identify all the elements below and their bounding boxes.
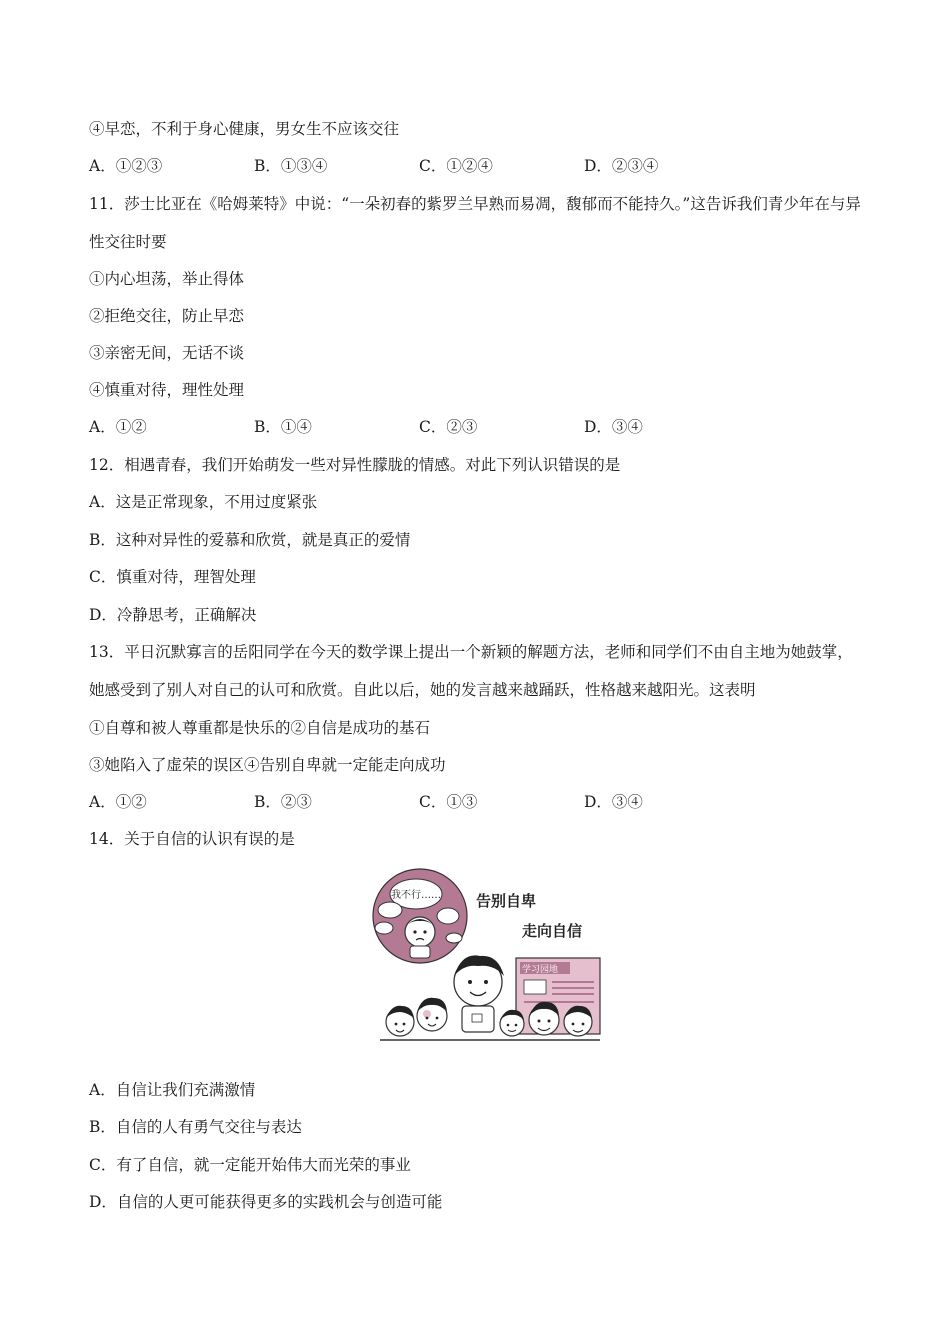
self-confidence-illustration: [372, 864, 608, 1050]
q14-option-a: A．自信让我们充满激情: [89, 1081, 256, 1099]
q10-option-c: C．①②④: [419, 157, 493, 175]
q10-option-d: D．②③④: [584, 157, 659, 175]
q11-option-b: B．①④: [254, 418, 312, 436]
q10-option-a: A．①②③: [89, 157, 163, 175]
q13-item-2: ③她陷入了虚荣的误区④告别自卑就一定能走向成功: [89, 756, 446, 774]
q12-stem: 12．相遇青春，我们开始萌发一些对异性朦胧的情感。对此下列认识错误的是: [89, 456, 621, 474]
q11-item-4: ④慎重对待，理性处理: [89, 381, 245, 399]
bulletin-board-title: 学习园地: [522, 965, 559, 975]
q11-option-d: D．③④: [584, 418, 643, 436]
q14-option-d: D．自信的人更可能获得更多的实践机会与创造可能: [89, 1193, 443, 1211]
caption-toward-confidence: 走向自信: [522, 922, 583, 940]
q10-item-4: ④早恋，不利于身心健康，男女生不应该交往: [89, 120, 400, 138]
q14-option-b: B．自信的人有勇气交往与表达: [89, 1118, 302, 1136]
bubble-text: 我不行……: [391, 890, 441, 901]
q12-option-a: A．这是正常现象，不用过度紧张: [89, 493, 318, 511]
q11-item-1: ①内心坦荡，举止得体: [89, 270, 245, 288]
q13-option-b: B．②③: [254, 793, 312, 811]
q11-option-a: A．①②: [89, 418, 147, 436]
caption-farewell-inferiority: 告别自卑: [476, 892, 537, 910]
q12-option-b: B．这种对异性的爱慕和欣赏，就是真正的爱情: [89, 531, 411, 549]
q13-option-a: A．①②: [89, 793, 147, 811]
q11-stem: 11．莎士比亚在《哈姆莱特》中说：“一朵初春的紫罗兰早熟而易凋，馥郁而不能持久。”这告诉我们青少年在与异性交往时要: [89, 195, 861, 251]
q13-stem: 13．平日沉默寡言的岳阳同学在今天的数学课上提出一个新颖的解题方法，老师和同学们不由自主地为她鼓掌，她感受到了别人对自己的认可和欣赏。自此以后，她的发言越来越踊跃，性格越来越阳光。这表明: [89, 643, 853, 699]
q12-option-d: D．冷静思考，正确解决: [89, 606, 257, 624]
q13-option-d: D．③④: [584, 793, 643, 811]
q12-option-c: C．慎重对待，理智处理: [89, 568, 256, 586]
q14-option-c: C．有了自信，就一定能开始伟大而光荣的事业: [89, 1156, 411, 1174]
q11-item-2: ②拒绝交往，防止早恋: [89, 307, 245, 325]
q10-option-b: B．①③④: [254, 157, 328, 175]
q13-item-1: ①自尊和被人尊重都是快乐的②自信是成功的基石: [89, 719, 431, 737]
q11-item-3: ③亲密无间，无话不谈: [89, 344, 245, 362]
q11-option-c: C．②③: [419, 418, 478, 436]
q13-option-c: C．①③: [419, 793, 478, 811]
q14-stem: 14．关于自信的认识有误的是: [89, 830, 295, 848]
